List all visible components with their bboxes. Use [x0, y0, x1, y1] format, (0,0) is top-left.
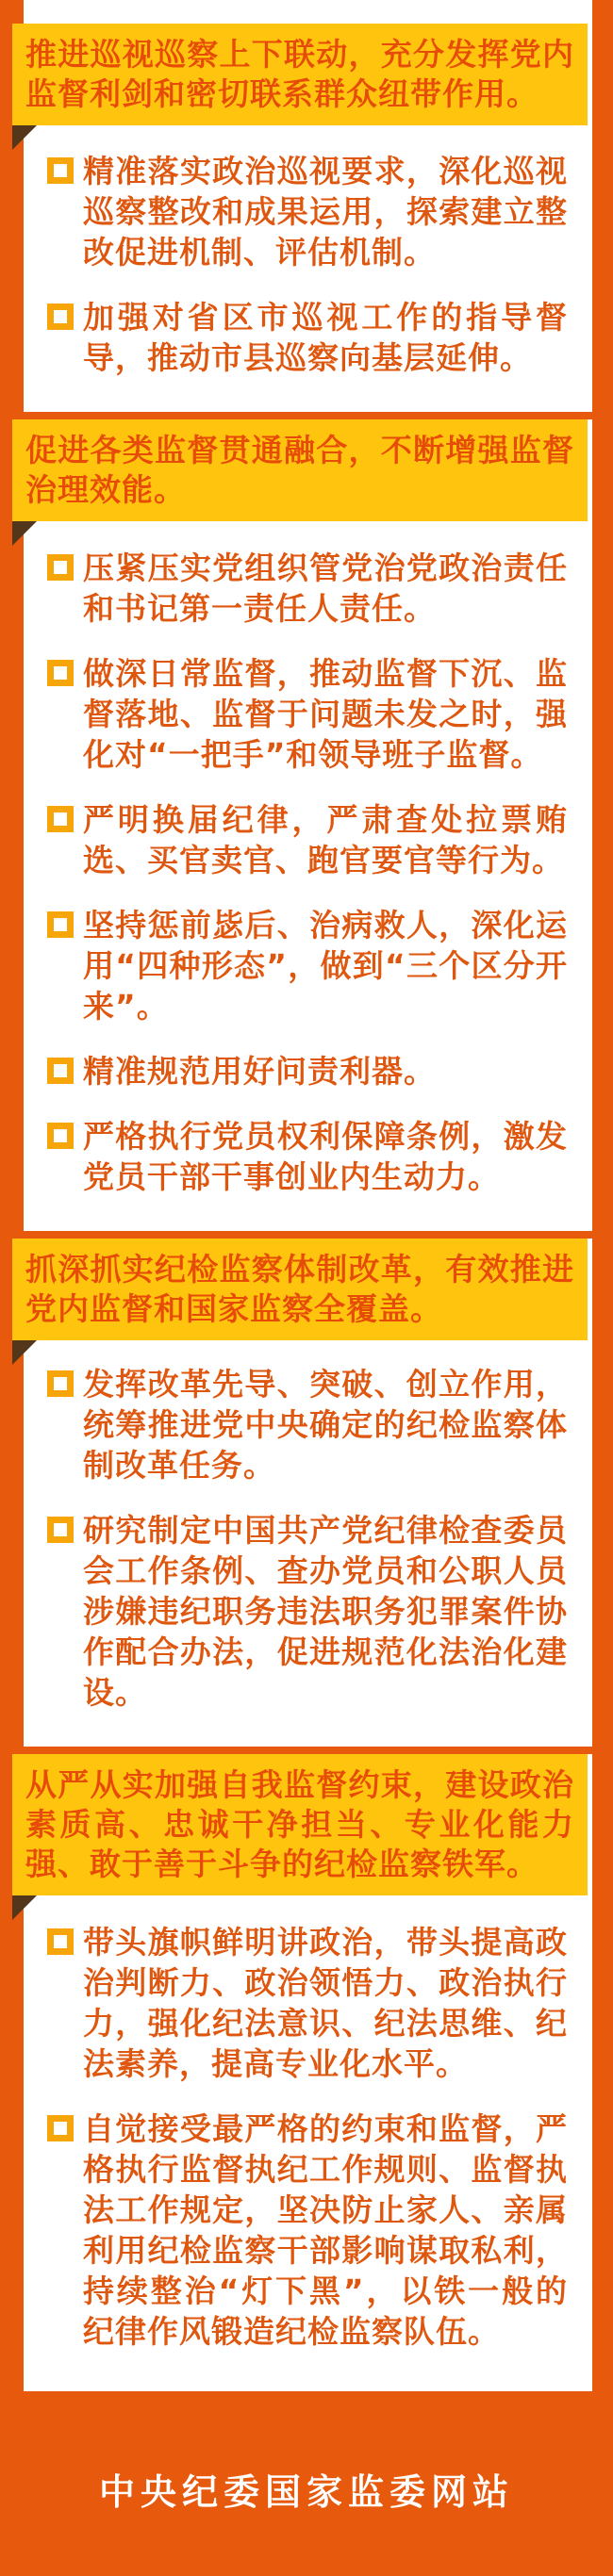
- bullet-square-icon: [47, 1058, 74, 1084]
- banner-fold-icon: [12, 521, 37, 546]
- bullet-square-icon: [47, 1928, 74, 1955]
- section-banner-2: [12, 419, 588, 521]
- list-item-text: 发挥改革先导、突破、创立作用，统筹推进党中央确定的纪检监察体制改革任务。: [83, 1366, 568, 1484]
- list-item: [83, 1510, 568, 1713]
- section-banner-4-text: 从严从实加强自我监督约束，建设政治素质高、忠诚干净担当、专业化能力强、敢于善于斗争的纪检监察铁军。: [25, 1766, 574, 1882]
- section-banner-2-text: 促进各类监督贯通融合，不断增强监督治理效能。: [25, 432, 574, 508]
- bullet-square-icon: [47, 2115, 74, 2141]
- list-item-text: 研究制定中国共产党纪律检查委员会工作条例、查办党员和公职人员涉嫌违纪职务违法职务犯罪案件协作配合办法，促进规范化法治化建设。: [83, 1512, 568, 1711]
- list-item-text: 严明换届纪律，严肃查处拉票贿选、买官卖官、跑官要官等行为。: [83, 801, 568, 878]
- list-item: [83, 905, 568, 1026]
- list-item: [83, 151, 568, 272]
- banner-fold-icon: [12, 1895, 37, 1920]
- list-item: [83, 548, 568, 629]
- list-item-text: 压紧压实党组织管党治党政治责任和书记第一责任人责任。: [83, 550, 568, 627]
- section-card-2: [24, 419, 592, 1231]
- list-item-text: 精准落实政治巡视要求，深化巡视巡察整改和成果运用，探索建立整改促进机制、评估机制。: [83, 153, 568, 271]
- list-item: [83, 1116, 568, 1197]
- list-item: [83, 1364, 568, 1485]
- banner-fold-icon: [12, 1340, 37, 1365]
- banner-fold-icon: [12, 125, 37, 150]
- section-card-4: [24, 1754, 592, 2391]
- list-item: [83, 653, 568, 775]
- list-item: [83, 297, 568, 378]
- list-item-text: 带头旗帜鲜明讲政治，带头提高政治判断力、政治领悟力、政治执行力，强化纪法意识、纪法思维、纪法素养，提高专业化水平。: [83, 1924, 568, 2082]
- bullet-square-icon: [47, 660, 74, 686]
- list-item-text: 坚持惩前毖后、治病救人，深化运用“四种形态”，做到“三个区分开来”。: [83, 907, 568, 1025]
- section-card-1: [24, 0, 592, 412]
- list-item: [83, 799, 568, 880]
- section-banner-3-text: 抓深抓实纪检监察体制改革，有效推进党内监督和国家监察全覆盖。: [25, 1251, 574, 1327]
- section-banner-1: [12, 24, 588, 125]
- bullet-square-icon: [47, 1370, 74, 1397]
- list-item-text: 做深日常监督，推动监督下沉、监督落地、监督于问题未发之时，强化对“一把手”和领导班子监督。: [83, 655, 568, 773]
- bullet-square-icon: [47, 1517, 74, 1543]
- section-banner-1-text: 推进巡视巡察上下联动，充分发挥党内监督利剑和密切联系群众纽带作用。: [25, 36, 574, 112]
- section-card-3: [24, 1239, 592, 1747]
- bullet-square-icon: [47, 806, 74, 832]
- list-item-text: 自觉接受最严格的约束和监督，严格执行监督执纪工作规则、监督执法工作规定，坚决防止家人、亲属利用纪检监察干部影响谋取私利，持续整治“灯下黑”，以铁一般的纪律作风锻造纪检监察队伍。: [83, 2110, 568, 2350]
- list-item: [83, 1922, 568, 2084]
- list-item: [83, 2108, 568, 2352]
- list-item-text: 严格执行党员权利保障条例，激发党员干部干事创业内生动力。: [83, 1118, 568, 1195]
- bullet-square-icon: [47, 157, 74, 184]
- list-item: [83, 1051, 568, 1091]
- bullet-square-icon: [47, 1123, 74, 1149]
- list-item-text: 精准规范用好问责利器。: [83, 1053, 436, 1090]
- section-banner-4: [12, 1754, 588, 1895]
- bullet-square-icon: [47, 911, 74, 938]
- bullet-square-icon: [47, 554, 74, 581]
- section-banner-3: [12, 1239, 588, 1340]
- footer-site-name: 中央纪委国家监委网站: [98, 2473, 514, 2513]
- bullet-square-icon: [47, 304, 74, 330]
- list-item-text: 加强对省区市巡视工作的指导督导，推动市县巡察向基层延伸。: [83, 299, 568, 376]
